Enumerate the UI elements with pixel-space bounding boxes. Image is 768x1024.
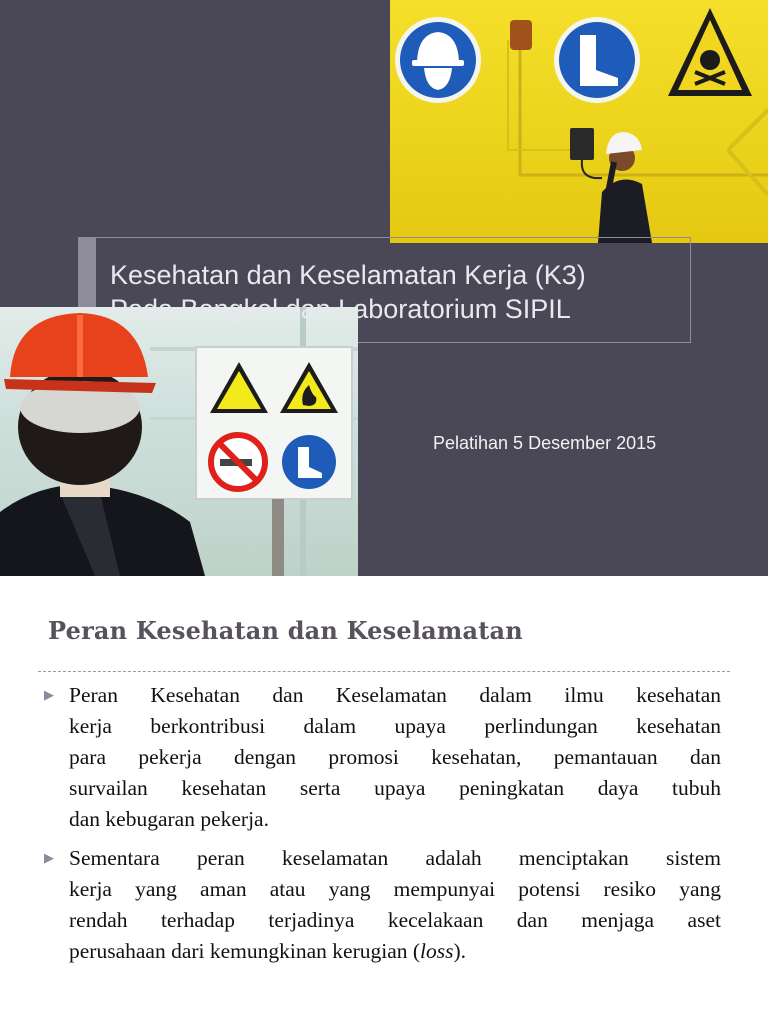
safety-signs-wall-photo bbox=[390, 0, 768, 243]
hard-hat-sign-icon bbox=[395, 17, 481, 103]
slide-subtitle: Pelatihan 5 Desember 2015 bbox=[433, 433, 657, 453]
phone-icon bbox=[570, 128, 602, 178]
slide-title bbox=[110, 258, 680, 326]
page-title: Peran Kesehatan dan Keselamatan bbox=[48, 616, 523, 645]
toxic-hazard-sign-icon bbox=[668, 8, 752, 96]
paragraph-2 bbox=[69, 843, 721, 967]
paragraph-1-line: para pekerja dengan promosi kesehatan, pemantauan dan bbox=[69, 745, 721, 769]
title-line-1: Kesehatan dan Keselamatan Kerja (K3) bbox=[110, 260, 586, 290]
title-accent-bar bbox=[78, 237, 96, 307]
paragraph-1-line: survailan kesehatan serta upaya peningkatan daya tubuh bbox=[69, 776, 721, 800]
loss-term: loss bbox=[420, 939, 454, 963]
paragraph-2-line: rendah terhadap terjadinya kecelakaan dan menjaga aset bbox=[69, 908, 721, 932]
title-line-2: Pada Bengkel dan Laboratorium SIPIL bbox=[110, 294, 571, 324]
safety-boot-sign-icon bbox=[282, 435, 336, 489]
bullet-arrow-icon: ▶ bbox=[44, 851, 54, 866]
no-smoking-icon bbox=[211, 435, 265, 489]
paragraph-2-last-suffix: ). bbox=[453, 939, 467, 963]
paragraph-2-line: Sementara peran keselamatan adalah menciptakan sistem bbox=[69, 846, 721, 870]
paragraph-1 bbox=[69, 680, 721, 835]
paragraph-2-last-prefix: perusahaan dari kemungkinan kerugian ( bbox=[69, 939, 421, 963]
title-divider bbox=[38, 671, 730, 672]
bullet-arrow-icon: ▶ bbox=[44, 688, 54, 703]
content-slide bbox=[0, 576, 768, 1024]
worker-with-signs-photo bbox=[0, 307, 358, 576]
paragraph-1-line: dan kebugaran pekerja. bbox=[69, 807, 269, 831]
paragraph-2-line bbox=[69, 936, 721, 967]
paragraph-2-line: kerja yang aman atau yang mempunyai potensi resiko yang bbox=[69, 877, 721, 901]
safety-boot-sign-icon bbox=[554, 17, 640, 103]
paragraph-1-line: kerja berkontribusi dalam upaya perlindungan kesehatan bbox=[69, 714, 721, 738]
paragraph-1-line: Peran Kesehatan dan Keselamatan dalam ilmu kesehatan bbox=[69, 683, 721, 707]
